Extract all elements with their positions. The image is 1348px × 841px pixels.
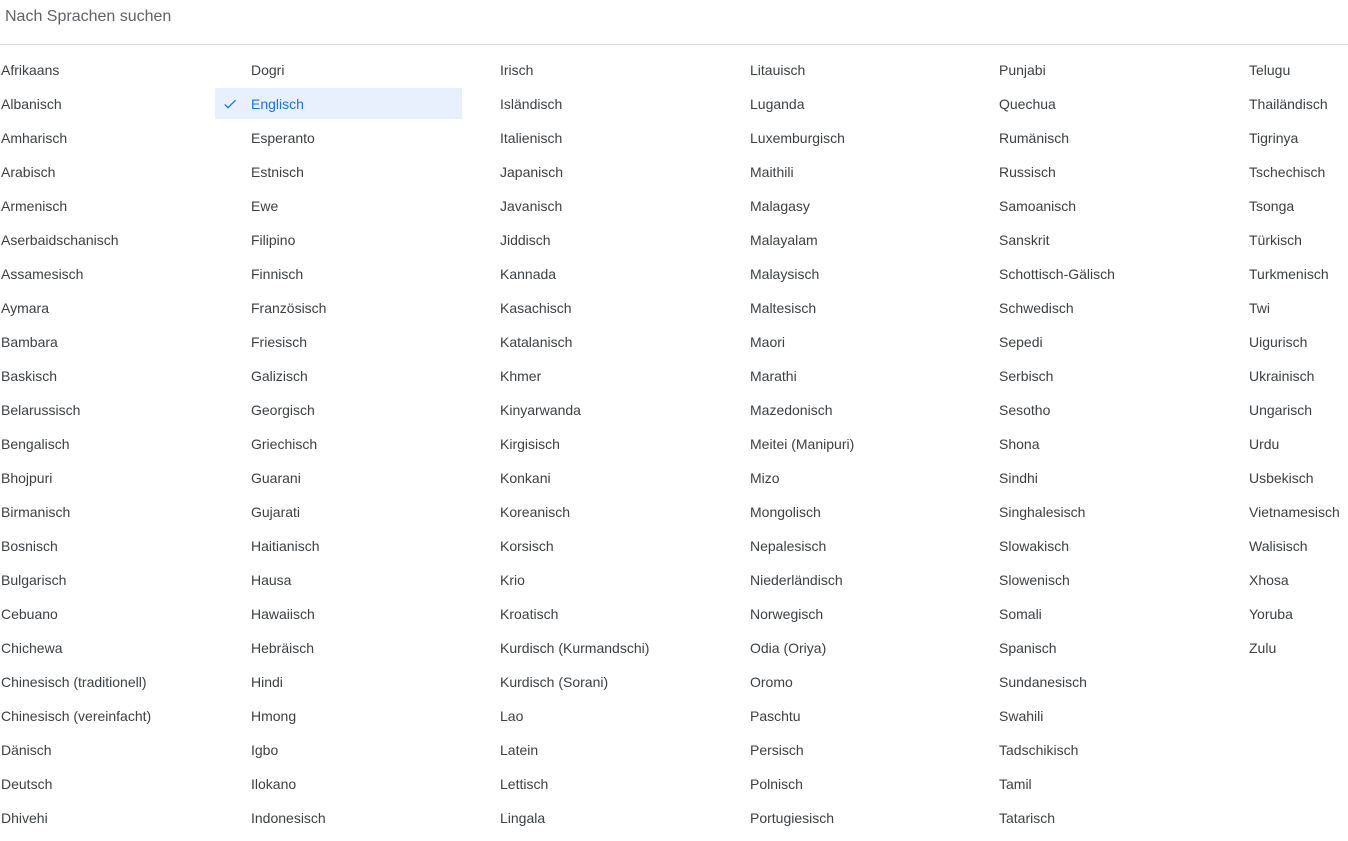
language-option[interactable] — [0, 597, 248, 631]
language-column — [250, 53, 498, 835]
language-option[interactable] — [0, 801, 248, 835]
language-option[interactable] — [749, 223, 997, 257]
language-option-label: Finnisch — [251, 266, 304, 282]
language-option-label: Malaysisch — [750, 266, 820, 282]
language-option-label: Dogri — [251, 62, 285, 78]
language-option-label: Griechisch — [251, 436, 318, 452]
language-option-label: Chichewa — [1, 640, 63, 656]
language-option[interactable] — [0, 563, 248, 597]
language-option[interactable] — [749, 189, 997, 223]
language-option-label: Belarussisch — [1, 402, 81, 418]
language-option-label: Chinesisch (vereinfacht) — [1, 708, 152, 724]
language-option-label: Armenisch — [1, 198, 68, 214]
language-option[interactable] — [250, 563, 498, 597]
language-option-label: Nepalesisch — [750, 538, 827, 554]
language-option[interactable] — [998, 767, 1246, 801]
language-option-label: Slowakisch — [999, 538, 1070, 554]
language-option[interactable] — [749, 767, 997, 801]
language-option[interactable] — [998, 631, 1246, 665]
language-option[interactable] — [250, 291, 498, 325]
language-option-label: Malagasy — [750, 198, 810, 214]
language-option-label: Kurdisch (Sorani) — [500, 674, 609, 690]
language-option[interactable] — [250, 359, 498, 393]
language-option[interactable] — [499, 359, 747, 393]
language-option[interactable] — [1248, 121, 1348, 155]
language-option-label: Mizo — [750, 470, 780, 486]
language-option[interactable] — [0, 427, 248, 461]
language-option-label: Shona — [999, 436, 1040, 452]
language-option-label: Marathi — [750, 368, 797, 384]
language-option-label: Kinyarwanda — [500, 402, 581, 418]
language-option[interactable] — [0, 121, 248, 155]
language-option-label: Somali — [999, 606, 1042, 622]
language-option[interactable] — [250, 393, 498, 427]
language-list — [0, 53, 1348, 835]
language-option[interactable] — [998, 563, 1246, 597]
language-option-label: Konkani — [500, 470, 551, 486]
language-option[interactable] — [250, 325, 498, 359]
language-option-label: Amharisch — [1, 130, 68, 146]
language-option[interactable] — [0, 495, 248, 529]
language-option-label: Niederländisch — [750, 572, 843, 588]
language-option[interactable] — [499, 563, 747, 597]
language-option-label: Luxemburgisch — [750, 130, 845, 146]
language-option[interactable] — [1248, 325, 1348, 359]
language-option[interactable] — [499, 121, 747, 155]
language-option[interactable] — [499, 665, 747, 699]
language-option-label: Telugu — [1249, 62, 1291, 78]
language-option[interactable] — [250, 631, 498, 665]
language-option[interactable] — [998, 291, 1246, 325]
language-option[interactable] — [0, 461, 248, 495]
language-option[interactable] — [0, 189, 248, 223]
language-option[interactable] — [998, 53, 1246, 87]
language-option[interactable] — [1248, 155, 1348, 189]
language-option[interactable] — [998, 325, 1246, 359]
language-option-label: Hebräisch — [251, 640, 315, 656]
language-option[interactable] — [998, 189, 1246, 223]
language-option-label: Lao — [500, 708, 524, 724]
language-option[interactable] — [998, 733, 1246, 767]
language-option[interactable] — [1248, 87, 1348, 121]
language-option-label: Assamesisch — [1, 266, 84, 282]
language-option[interactable] — [998, 257, 1246, 291]
language-option[interactable] — [499, 393, 747, 427]
language-option-label: Jiddisch — [500, 232, 551, 248]
language-option-label: Lettisch — [500, 776, 549, 792]
language-option-label: Indonesisch — [251, 810, 326, 826]
language-option-label: Hindi — [251, 674, 283, 690]
language-option-label: Hausa — [251, 572, 292, 588]
language-option-label: Sindhi — [999, 470, 1038, 486]
language-option[interactable] — [250, 223, 498, 257]
language-column — [998, 53, 1246, 835]
language-search-input[interactable] — [0, 2, 705, 32]
language-option-label: Chinesisch (traditionell) — [1, 674, 147, 690]
language-option-label: Französisch — [251, 300, 327, 316]
language-option-label: Sanskrit — [999, 232, 1050, 248]
language-option[interactable] — [499, 223, 747, 257]
language-option-label: Krio — [500, 572, 525, 588]
language-option[interactable] — [749, 631, 997, 665]
language-option-label: Maithili — [750, 164, 794, 180]
language-option[interactable] — [499, 801, 747, 835]
language-option-label: Kannada — [500, 266, 557, 282]
language-option[interactable] — [998, 393, 1246, 427]
language-option[interactable] — [1248, 461, 1348, 495]
language-option[interactable] — [749, 529, 997, 563]
language-option-label: Filipino — [251, 232, 296, 248]
language-option-label: Albanisch — [1, 96, 62, 112]
language-option-label: Galizisch — [251, 368, 308, 384]
language-option-label: Korsisch — [500, 538, 554, 554]
language-option[interactable] — [998, 427, 1246, 461]
language-option[interactable] — [0, 733, 248, 767]
language-option[interactable] — [1248, 495, 1348, 529]
language-option-label: Baskisch — [1, 368, 58, 384]
language-option[interactable] — [0, 53, 248, 87]
language-option-label: Bosnisch — [1, 538, 58, 554]
language-option[interactable] — [998, 461, 1246, 495]
language-option-label: Schottisch-Gälisch — [999, 266, 1115, 282]
language-option[interactable] — [749, 155, 997, 189]
language-option[interactable] — [1248, 359, 1348, 393]
language-option[interactable] — [499, 53, 747, 87]
language-option-label: Irisch — [500, 62, 534, 78]
language-option-label: Esperanto — [251, 130, 315, 146]
language-option-label: Haitianisch — [251, 538, 320, 554]
language-option[interactable] — [250, 665, 498, 699]
language-option-label: Russisch — [999, 164, 1056, 180]
language-option[interactable] — [749, 53, 997, 87]
language-option[interactable] — [250, 597, 498, 631]
language-option-label: Kirgisisch — [500, 436, 560, 452]
language-option-label: Turkmenisch — [1249, 266, 1329, 282]
language-option-label: Ukrainisch — [1249, 368, 1315, 384]
language-option-label: Urdu — [1249, 436, 1280, 452]
language-option[interactable] — [250, 155, 498, 189]
language-option[interactable] — [1248, 597, 1348, 631]
language-option-label: Singhalesisch — [999, 504, 1086, 520]
language-option[interactable] — [0, 155, 248, 189]
language-option[interactable] — [749, 597, 997, 631]
language-option[interactable] — [499, 699, 747, 733]
language-option[interactable] — [1248, 529, 1348, 563]
language-option[interactable] — [0, 325, 248, 359]
language-option-label: Arabisch — [1, 164, 56, 180]
language-option-label: Uigurisch — [1249, 334, 1308, 350]
language-option[interactable] — [0, 631, 248, 665]
language-option-label: Isländisch — [500, 96, 563, 112]
language-option[interactable] — [499, 291, 747, 325]
language-option-label: Rumänisch — [999, 130, 1070, 146]
language-option[interactable] — [499, 257, 747, 291]
language-column — [1248, 53, 1348, 665]
language-option-label: Estnisch — [251, 164, 304, 180]
language-option[interactable] — [749, 665, 997, 699]
language-option-label: Walisisch — [1249, 538, 1308, 554]
language-option[interactable] — [749, 121, 997, 155]
language-option[interactable] — [250, 427, 498, 461]
language-option[interactable] — [0, 529, 248, 563]
language-option-label: Khmer — [500, 368, 542, 384]
language-option[interactable] — [749, 699, 997, 733]
language-option-label: Lingala — [500, 810, 546, 826]
language-option-label: Afrikaans — [1, 62, 60, 78]
language-option[interactable] — [250, 495, 498, 529]
language-option[interactable] — [1248, 223, 1348, 257]
language-option[interactable] — [499, 733, 747, 767]
language-option-label: Deutsch — [1, 776, 53, 792]
language-option-label: Aymara — [1, 300, 49, 316]
language-option-label: Samoanisch — [999, 198, 1077, 214]
language-option[interactable] — [749, 87, 997, 121]
language-option-label: Tamil — [999, 776, 1032, 792]
language-option[interactable] — [499, 325, 747, 359]
language-search-bar — [0, 0, 1348, 45]
language-option[interactable] — [998, 597, 1246, 631]
language-option[interactable] — [499, 461, 747, 495]
language-option-label: Cebuano — [1, 606, 58, 622]
language-option-label: Usbekisch — [1249, 470, 1314, 486]
language-option-label: Litauisch — [750, 62, 806, 78]
language-option-label: Mazedonisch — [750, 402, 833, 418]
language-option-label: Türkisch — [1249, 232, 1302, 248]
language-option-selected[interactable] — [250, 87, 498, 121]
language-option[interactable] — [749, 733, 997, 767]
language-option[interactable] — [0, 87, 248, 121]
language-column — [0, 53, 248, 835]
language-option-label: Guarani — [251, 470, 301, 486]
language-option[interactable] — [0, 223, 248, 257]
language-option-label: Bambara — [1, 334, 58, 350]
language-column — [749, 53, 997, 835]
language-option[interactable] — [499, 495, 747, 529]
language-option[interactable] — [749, 461, 997, 495]
language-option-label: Ewe — [251, 198, 279, 214]
language-option[interactable] — [749, 257, 997, 291]
language-option-label: Vietnamesisch — [1249, 504, 1340, 520]
language-option-label: Swahili — [999, 708, 1044, 724]
language-option-label: Odia (Oriya) — [750, 640, 827, 656]
language-option[interactable] — [499, 631, 747, 665]
language-option[interactable] — [998, 801, 1246, 835]
language-option-label: Kurdisch (Kurmandschi) — [500, 640, 650, 656]
language-option[interactable] — [1248, 393, 1348, 427]
language-option-label: Friesisch — [251, 334, 308, 350]
language-option-label: Maori — [750, 334, 786, 350]
language-option[interactable] — [250, 53, 498, 87]
language-option[interactable] — [749, 427, 997, 461]
language-option-label: Luganda — [750, 96, 805, 112]
language-option-label: Kroatisch — [500, 606, 559, 622]
language-option[interactable] — [0, 767, 248, 801]
language-option[interactable] — [749, 801, 997, 835]
language-option-label: Ungarisch — [1249, 402, 1313, 418]
language-option-label: Bhojpuri — [1, 470, 53, 486]
language-option-label: Englisch — [251, 96, 304, 112]
language-option-label: Italienisch — [500, 130, 563, 146]
language-option[interactable] — [499, 529, 747, 563]
language-option[interactable] — [998, 155, 1246, 189]
language-option[interactable] — [499, 87, 747, 121]
language-option[interactable] — [0, 257, 248, 291]
language-option-label: Ilokano — [251, 776, 297, 792]
language-option[interactable] — [998, 121, 1246, 155]
checkmark-icon — [222, 96, 238, 112]
language-option[interactable] — [1248, 631, 1348, 665]
language-option-label: Katalanisch — [500, 334, 573, 350]
language-option[interactable] — [998, 87, 1246, 121]
language-option-label: Latein — [500, 742, 539, 758]
language-option-label: Meitei (Manipuri) — [750, 436, 855, 452]
language-option[interactable] — [499, 155, 747, 189]
language-option-label: Malayalam — [750, 232, 818, 248]
language-option[interactable] — [250, 529, 498, 563]
language-option-label: Mongolisch — [750, 504, 821, 520]
language-option-label: Tschechisch — [1249, 164, 1326, 180]
language-option-label: Dhivehi — [1, 810, 48, 826]
language-option-label: Georgisch — [251, 402, 315, 418]
language-option[interactable] — [250, 189, 498, 223]
language-option-label: Javanisch — [500, 198, 563, 214]
language-option-label: Tatarisch — [999, 810, 1056, 826]
language-option[interactable] — [1248, 189, 1348, 223]
language-option-label: Polnisch — [750, 776, 803, 792]
language-option[interactable] — [499, 189, 747, 223]
language-option-label: Oromo — [750, 674, 793, 690]
language-option[interactable] — [749, 325, 997, 359]
language-option[interactable] — [1248, 257, 1348, 291]
language-option[interactable] — [998, 359, 1246, 393]
language-option-label: Birmanisch — [1, 504, 71, 520]
language-option[interactable] — [998, 665, 1246, 699]
language-option[interactable] — [749, 495, 997, 529]
language-option-label: Twi — [1249, 300, 1270, 316]
language-option[interactable] — [1248, 427, 1348, 461]
language-option[interactable] — [1248, 291, 1348, 325]
language-option-label: Sesotho — [999, 402, 1051, 418]
language-option[interactable] — [0, 699, 248, 733]
language-option-label: Schwedisch — [999, 300, 1074, 316]
language-option[interactable] — [749, 291, 997, 325]
language-option[interactable] — [998, 529, 1246, 563]
language-option-label: Sepedi — [999, 334, 1043, 350]
language-option[interactable] — [998, 223, 1246, 257]
language-option-label: Igbo — [251, 742, 279, 758]
language-option[interactable] — [250, 257, 498, 291]
language-option[interactable] — [250, 699, 498, 733]
language-option-label: Tsonga — [1249, 198, 1295, 214]
language-option[interactable] — [1248, 563, 1348, 597]
language-option[interactable] — [250, 733, 498, 767]
language-option-label: Dänisch — [1, 742, 52, 758]
language-option[interactable] — [499, 597, 747, 631]
language-option[interactable] — [499, 767, 747, 801]
language-option[interactable] — [0, 393, 248, 427]
language-option[interactable] — [1248, 53, 1348, 87]
language-option[interactable] — [250, 461, 498, 495]
language-option[interactable] — [749, 393, 997, 427]
language-option-label: Bulgarisch — [1, 572, 67, 588]
language-option[interactable] — [998, 699, 1246, 733]
language-option[interactable] — [0, 359, 248, 393]
language-option-label: Tigrinya — [1249, 130, 1299, 146]
language-option[interactable] — [250, 121, 498, 155]
language-option-label: Serbisch — [999, 368, 1054, 384]
language-option[interactable] — [499, 427, 747, 461]
language-option[interactable] — [250, 801, 498, 835]
language-option-label: Yoruba — [1249, 606, 1293, 622]
language-option-label: Hawaiisch — [251, 606, 315, 622]
language-option-label: Spanisch — [999, 640, 1057, 656]
language-option-label: Punjabi — [999, 62, 1046, 78]
language-option-label: Persisch — [750, 742, 804, 758]
language-option-label: Bengalisch — [1, 436, 70, 452]
language-option-label: Quechua — [999, 96, 1056, 112]
language-option-label: Norwegisch — [750, 606, 824, 622]
language-option-label: Thailändisch — [1249, 96, 1328, 112]
language-column — [499, 53, 747, 835]
language-option[interactable] — [749, 563, 997, 597]
language-option[interactable] — [749, 359, 997, 393]
language-option-label: Maltesisch — [750, 300, 817, 316]
language-option[interactable] — [0, 291, 248, 325]
language-option[interactable] — [998, 495, 1246, 529]
language-option-label: Portugiesisch — [750, 810, 835, 826]
language-option-label: Koreanisch — [500, 504, 571, 520]
language-option-label: Aserbaidschanisch — [1, 232, 119, 248]
language-option-label: Paschtu — [750, 708, 801, 724]
language-option-label: Zulu — [1249, 640, 1277, 656]
language-option-label: Hmong — [251, 708, 297, 724]
language-option-label: Japanisch — [500, 164, 564, 180]
language-option-label: Xhosa — [1249, 572, 1289, 588]
language-option-label: Tadschikisch — [999, 742, 1079, 758]
language-option[interactable] — [250, 767, 498, 801]
language-option-label: Gujarati — [251, 504, 301, 520]
language-option-label: Kasachisch — [500, 300, 572, 316]
language-option[interactable] — [0, 665, 248, 699]
language-option-label: Slowenisch — [999, 572, 1070, 588]
language-option-label: Sundanesisch — [999, 674, 1087, 690]
